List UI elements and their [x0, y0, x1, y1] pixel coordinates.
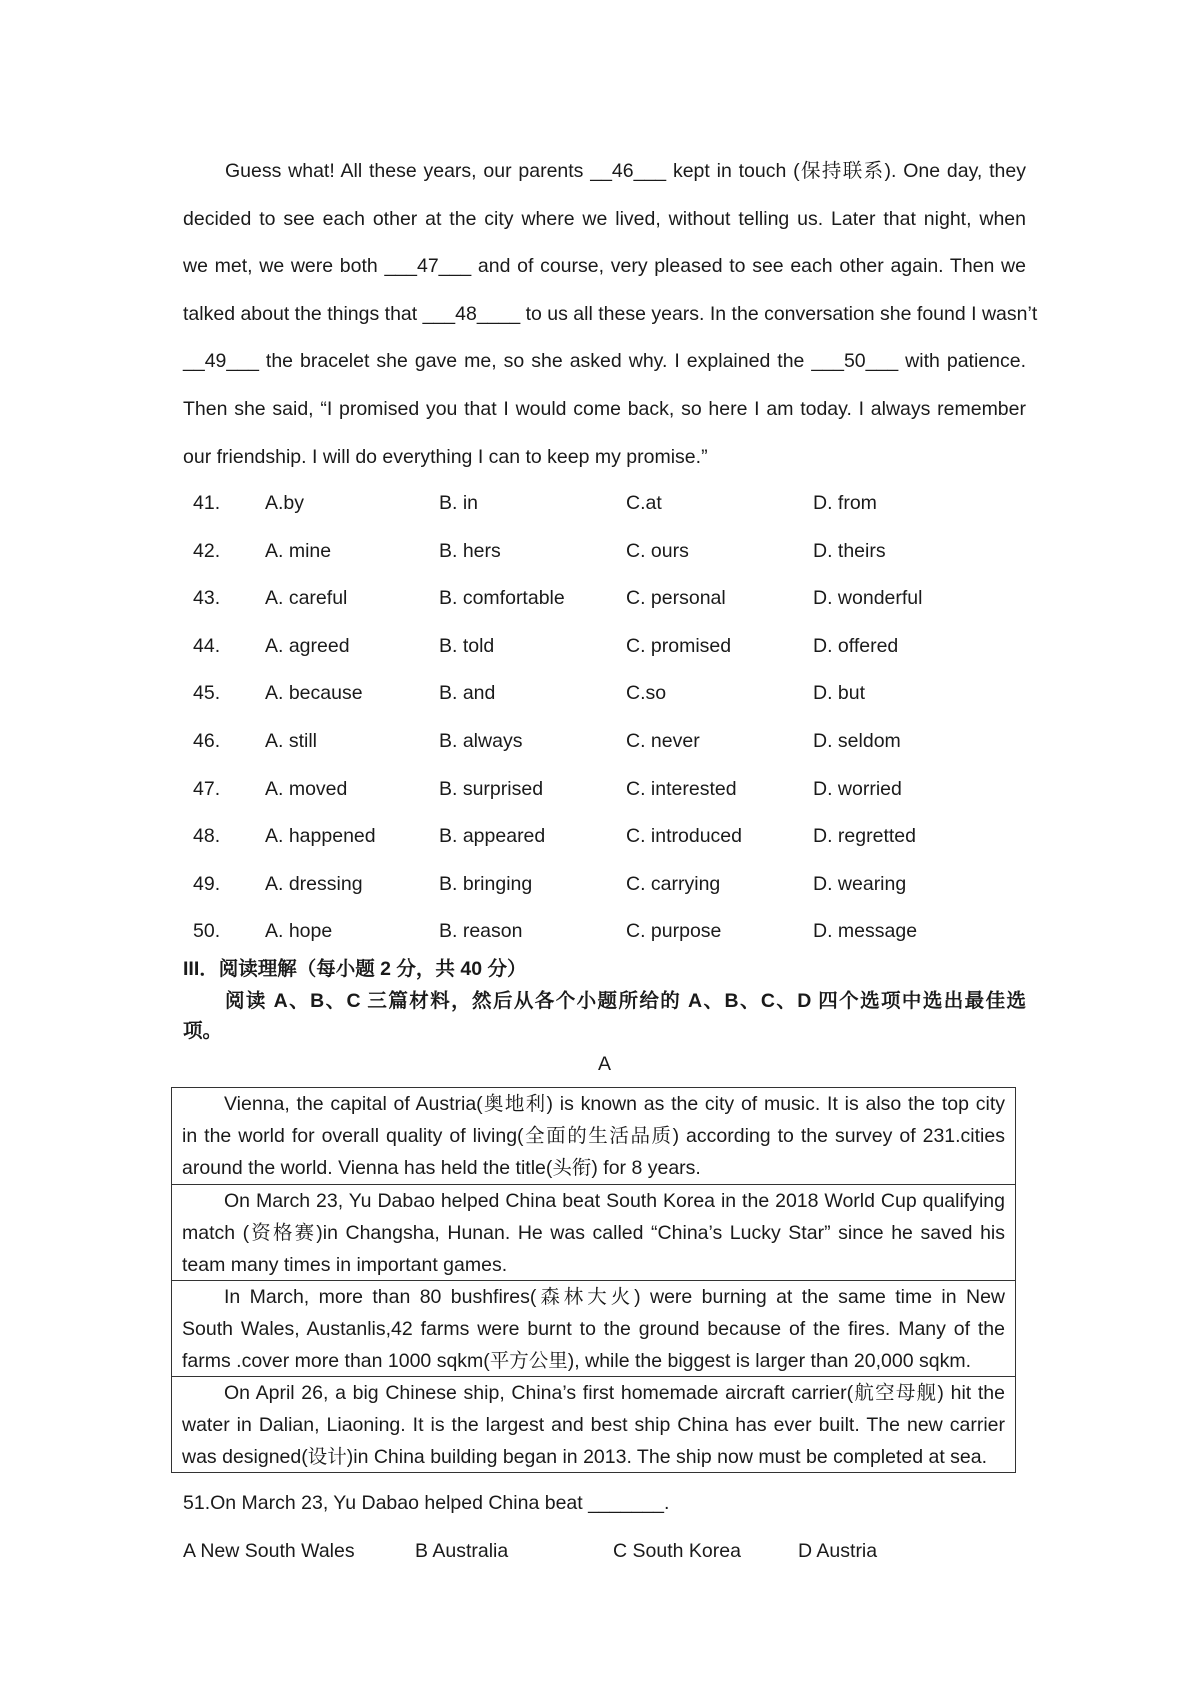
news-item-aircraft-carrier	[172, 1376, 1015, 1472]
option-c: C. promised	[626, 634, 732, 657]
news-line: team many times in important games.	[182, 1254, 508, 1276]
cloze-options	[183, 480, 1026, 956]
news-line: On April 26, a big Chinese ship, China’s first homemade aircraft carrier(航空母舰) hit the	[224, 1382, 1005, 1404]
option-a: A. mine	[265, 539, 332, 562]
news-line: On March 23, Yu Dabao helped China beat South Korea in the 2018 World Cup qualifying	[224, 1190, 1005, 1212]
question-number: 50.	[193, 920, 221, 943]
news-box	[171, 1087, 1016, 1473]
question-number: 45.	[193, 682, 221, 705]
option-row-50	[183, 908, 1026, 956]
passage-line-1: Guess what! All these years, our parents __46___ kept in touch (保持联系). One day, they	[225, 160, 1026, 182]
option-b: B Australia	[415, 1540, 509, 1562]
option-a: A. happened	[265, 825, 376, 848]
option-a: A. hope	[265, 920, 333, 943]
section-instruction-line-1: 阅读 A、B、C 三篇材料，然后从各个小题所给的 A、B、C、D 四个选项中选出最佳选	[225, 990, 1026, 1012]
question-number: 44.	[193, 634, 221, 657]
news-line: was designed(设计)in China building began in 2013. The ship now must be completed at sea.	[182, 1446, 988, 1468]
news-line: in the world for overall quality of living(全面的生活品质) according to the survey of 231.cities	[182, 1125, 1005, 1147]
question-number: 48.	[193, 825, 221, 848]
option-c: C. personal	[626, 587, 726, 610]
option-row-43	[183, 575, 1026, 623]
news-line: Vienna, the capital of Austria(奥地利) is known as the city of music. It is also the top city	[224, 1093, 1005, 1115]
option-a: A. dressing	[265, 872, 363, 895]
option-a: A. agreed	[265, 634, 350, 657]
question-number: 43.	[193, 587, 221, 610]
option-c: C.so	[626, 682, 667, 705]
option-b: B. comfortable	[439, 587, 565, 610]
option-row-41	[183, 480, 1026, 528]
option-b: B. told	[439, 634, 495, 657]
cloze-passage	[183, 148, 1038, 481]
option-d: D. message	[813, 920, 918, 943]
option-c: C. introduced	[626, 825, 742, 848]
option-d: D. worried	[813, 777, 902, 800]
question-number: 49.	[193, 872, 221, 895]
option-b: B. reason	[439, 920, 523, 943]
option-a: A. still	[265, 729, 318, 752]
option-a: A. careful	[265, 587, 348, 610]
passage-line-3: we met, we were both ___47___ and of course, very pleased to see each other again. Then we	[183, 255, 1026, 278]
option-row-46	[183, 718, 1026, 766]
passage-line-4: talked about the things that ___48____ to us all these years. In the conversation she found I wasn’t	[183, 302, 1038, 325]
section-title: III．阅读理解（每小题 2 分，共 40 分）	[183, 958, 527, 980]
question-number: 47.	[193, 777, 221, 800]
news-line: farms .cover more than 1000 sqkm(平方公里), while the biggest is larger than 20,000 sqkm.	[182, 1350, 971, 1372]
option-d: D. seldom	[813, 729, 901, 752]
option-d: D. theirs	[813, 539, 886, 562]
passage-line-7: our friendship. I will do everything I can to keep my promise.”	[183, 445, 708, 468]
option-c: C.at	[626, 492, 662, 514]
news-line: water in Dalian, Liaoning. It is the largest and best ship China has ever built. The new carrier	[182, 1414, 1005, 1436]
option-row-47	[183, 766, 1026, 814]
option-c: C. never	[626, 729, 700, 752]
passage-label: A	[597, 1053, 611, 1075]
passage-line-5: __49___ the bracelet she gave me, so she asked why. I explained the ___50___ with patience.	[183, 350, 1026, 373]
option-c: C South Korea	[613, 1540, 741, 1562]
section-instruction-line-2: 项。	[183, 1020, 223, 1042]
question-number: 41.	[193, 492, 221, 514]
news-line: match (资格赛)in Changsha, Hunan. He was called “China’s Lucky Star” since he saved his	[182, 1222, 1005, 1244]
option-c: C. purpose	[626, 920, 722, 943]
question-51-stem: 51.On March 23, Yu Dabao helped China beat _______.	[183, 1492, 670, 1514]
option-d: D. offered	[813, 634, 899, 657]
news-item-bushfires	[172, 1280, 1015, 1376]
option-b: B. hers	[439, 539, 501, 562]
option-b: B. in	[439, 492, 479, 514]
question-51-options	[183, 1528, 1026, 1574]
news-line: In March, more than 80 bushfires(森林大火) were burning at the same time in New	[224, 1286, 1005, 1308]
option-b: B. bringing	[439, 872, 533, 895]
news-line: South Wales, Austanlis,42 farms were burnt to the ground because of the fires. Many of the	[182, 1318, 1005, 1340]
option-c: C. interested	[626, 777, 737, 800]
option-d: D. wearing	[813, 872, 907, 895]
option-b: B. always	[439, 729, 523, 752]
passage-line-6: Then she said, “I promised you that I would come back, so here I am today. I always remember	[183, 397, 1026, 420]
option-c: C. ours	[626, 539, 689, 562]
option-d: D. but	[813, 682, 866, 705]
option-row-44	[183, 623, 1026, 671]
option-row-49	[183, 861, 1026, 909]
option-c: C. carrying	[626, 872, 721, 895]
option-a: A. moved	[265, 777, 348, 800]
option-a: A.by	[265, 492, 305, 514]
news-line: around the world. Vienna has held the title(头衔) for 8 years.	[182, 1157, 701, 1179]
option-row-42	[183, 528, 1026, 576]
news-item-vienna	[172, 1088, 1015, 1184]
passage-line-2: decided to see each other at the city where we lived, without telling us. Later that night, when	[183, 207, 1026, 230]
news-item-yu-dabao	[172, 1184, 1015, 1280]
option-d: D. regretted	[813, 825, 916, 848]
option-row-45	[183, 670, 1026, 718]
option-b: B. appeared	[439, 825, 546, 848]
option-b: B. and	[439, 682, 496, 705]
option-d: D. wonderful	[813, 587, 923, 610]
option-d: D. from	[813, 492, 877, 514]
option-a: A New South Wales	[183, 1540, 355, 1562]
option-row-48	[183, 813, 1026, 861]
option-a: A. because	[265, 682, 363, 705]
option-b: B. surprised	[439, 777, 544, 800]
question-number: 42.	[193, 539, 221, 562]
option-d: D Austria	[798, 1540, 878, 1562]
question-number: 46.	[193, 729, 221, 752]
